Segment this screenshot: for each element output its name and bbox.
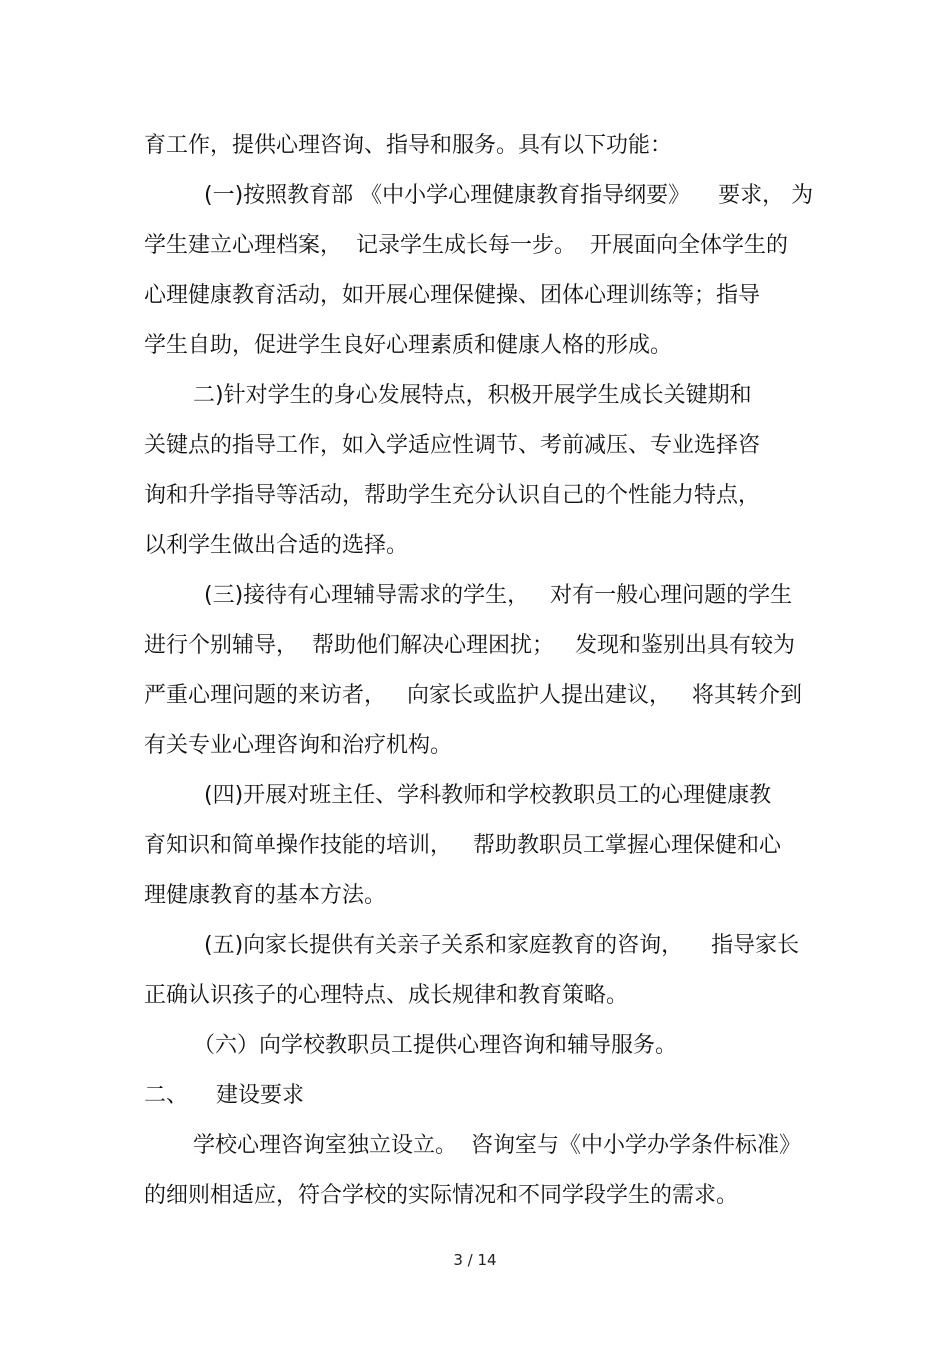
text-line-13: 有关专业心理咨询和治疗机构。 — [144, 733, 453, 758]
text-line-11: 进行个别辅导， 帮助他们解决心理困扰； 发现和鉴别出具有较为 — [144, 633, 795, 658]
text-line-4: 心理健康教育活动，如开展心理保健操、团体心理训练等；指导 — [144, 283, 761, 308]
text-line-5: 学生自助，促进学生良好心理素质和健康人格的形成。 — [144, 333, 673, 358]
text-line-7: 关键点的指导工作，如入学适应性调节、考前减压、专业选择咨 — [144, 433, 761, 458]
text-line-17: (五)向家长提供有关亲子关系和家庭教育的咨询， 指导家长 — [204, 933, 800, 958]
text-line-1: 育工作，提供心理咨询、指导和服务。具有以下功能： — [144, 133, 673, 158]
text-line-10: (三)接待有心理辅导需求的学生， 对有一般心理问题的学生 — [204, 583, 793, 608]
text-line-19: （六）向学校教职员工提供心理咨询和辅导服务。 — [193, 1033, 678, 1058]
text-line-6: 二)针对学生的身心发展特点，积极开展学生成长关键期和 — [193, 383, 752, 408]
text-line-9: 以利学生做出合适的选择。 — [144, 533, 409, 558]
text-line-22: 的细则相适应，符合学校的实际情况和不同学段学生的需求。 — [144, 1183, 739, 1208]
text-line-15: 育知识和简单操作技能的培训， 帮助教职员工掌握心理保健和心 — [144, 833, 781, 858]
text-line-8: 询和升学指导等活动，帮助学生充分认识自己的个性能力特点， — [144, 483, 761, 508]
text-line-12: 严重心理问题的来访者， 向家长或监护人提出建议， 将其转介到 — [144, 683, 802, 708]
text-line-14: (四)开展对班主任、学科教师和学校教职员工的心理健康教 — [204, 783, 772, 808]
text-line-18: 正确认识孩子的心理特点、成长规律和教育策略。 — [144, 983, 629, 1008]
text-line-21: 学校心理咨询室独立设立。 咨询室与《中小学办学条件标准》 — [193, 1133, 801, 1158]
text-line-2: (一)按照教育部 《中小学心理健康教育指导纲要》 要求， 为 — [204, 183, 814, 208]
text-line-16: 理健康教育的基本方法。 — [144, 883, 387, 908]
page-number: 3 / 14 — [453, 1251, 497, 1269]
text-line-3: 学生建立心理档案， 记录学生成长每一步。 开展面向全体学生的 — [144, 233, 788, 258]
section-heading: 二、 建设要求 — [144, 1083, 304, 1108]
